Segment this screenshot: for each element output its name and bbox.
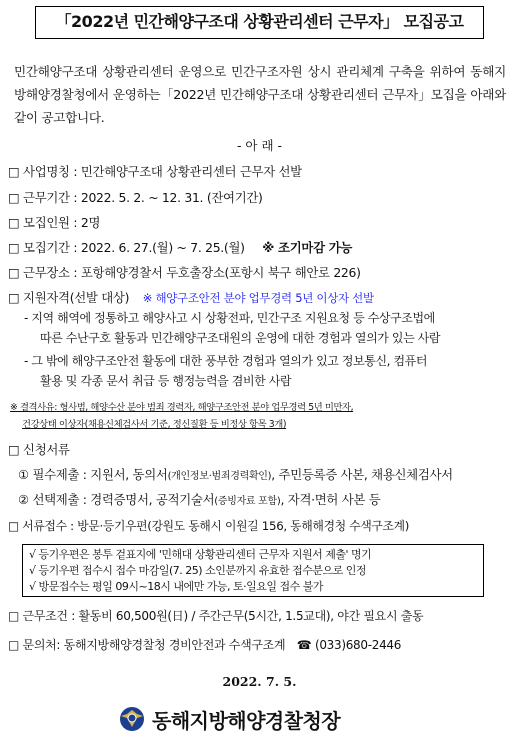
early-close-note: ※ 조기마감 가능: [262, 240, 353, 255]
item-recruit-period: [8, 238, 352, 256]
item-conditions: □ 근무조건 : 활동비 60,500원(日) / 주간근무(5시간, 1.5교대), 야간 필요시 출동: [8, 609, 424, 623]
required-small: (개인정보·범죄경력확인): [167, 471, 272, 482]
optional-label: ② 선택제출 : 경력증명서, 공적기술서: [18, 492, 215, 507]
contact-text: □ 문의처: 동해지방해양경찰청 경비안전과 수색구조계: [8, 638, 286, 652]
phone-icon: ☎: [296, 638, 312, 652]
box-note-2: √ 등기우편 접수시 접수 마감일(7. 25) 소인분까지 유효한 접수분으로 인정: [29, 564, 366, 577]
required-docs: [18, 465, 453, 483]
organization-name: 동해지방해양경찰청장: [152, 709, 341, 733]
notice-date: 2022. 7. 5.: [222, 674, 297, 689]
item-submission: □ 서류접수 : 방문·등기우편(강원도 동해시 이원길 156, 동해해경청 수색구조계): [8, 519, 410, 533]
box-note-3: √ 방문접수는 평일 09시~18시 내에만 가능, 토·일요일 접수 불가: [29, 580, 323, 593]
item-contact: [8, 636, 401, 653]
item-location: □ 근무장소 : 포항해양경찰서 두호출장소(포항시 북구 해안로 226): [8, 265, 361, 280]
contact-phone: (033)680-2446: [314, 638, 402, 652]
qualification-note: ※ 해양구조안전 분야 업무경력 5년 이상자 선발: [142, 291, 374, 305]
item-documents: □ 신청서류: [8, 442, 70, 457]
submission-notes-box: [22, 544, 484, 597]
recruit-period-text: □ 모집기간 : 2022. 6. 27.(월) ~ 7. 25.(월): [8, 240, 245, 255]
qualification-2a: - 그 밖에 해양구조안전 활동에 대한 풍부한 경험과 열의가 있고 정보통신, 컴퓨터: [24, 354, 428, 368]
disqualification-a: ※ 결격사유: 형사범, 해양수산 분야 범죄 경력자, 해양구조안전 분야 업무경력 5년 미만자,: [10, 402, 354, 413]
qualification-1b: 따른 수난구호 활동과 민간해양구조대원의 운영에 대한 경험과 열의가 있는 사람: [40, 331, 441, 345]
optional-small: (증빙자료 포함): [214, 496, 281, 507]
item-period: □ 근무기간 : 2022. 5. 2. ~ 12. 31. (잔여기간): [8, 190, 263, 205]
optional-docs: [18, 490, 380, 508]
optional-rest: , 자격·면허 사본 등: [280, 492, 381, 507]
required-label: ① 필수제출 : 지원서, 동의서: [18, 467, 168, 482]
qualification-text: □ 지원자격(선발 대상): [8, 290, 130, 305]
notice-title: 「2022년 민간해양구조대 상황관리센터 근무자」 모집공고: [35, 6, 484, 39]
item-count: □ 모집인원 : 2명: [8, 215, 101, 230]
item-project: □ 사업명칭 : 민간해양구조대 상황관리센터 근무자 선발: [8, 164, 302, 179]
required-rest: , 주민등록증 사본, 채용신체검사서: [271, 467, 453, 482]
intro-paragraph: 민간해양구조대 상황관리센터 운영으로 민간구조자원 상시 관리체계 구축을 위하여 동해지방해양경찰청에서 운영하는「2022년 민간해양구조대 상황관리센터 근무자」모집을 아래와 같이 공고합니다.: [14, 64, 506, 125]
qualification-2b: 활용 및 각종 문서 취급 등 행정능력을 겸비한 사람: [40, 374, 292, 388]
below-heading: - 아 래 -: [236, 138, 283, 153]
box-note-1: √ 등기우편은 봉투 겉표지에 '민해대 상황관리센터 근무자 지원서 제출' 명기: [29, 548, 372, 561]
item-qualification: [8, 288, 374, 306]
disqualification-b: 건강상태 이상자(채용신체검사서 기준, 정신질환 등 비정상 항목 3개): [22, 419, 287, 430]
coast-guard-emblem-icon: [118, 705, 146, 733]
qualification-1a: - 지역 해역에 정통하고 해양사고 시 상황전파, 민간구조 지원요청 등 수상구조법에: [24, 311, 435, 325]
